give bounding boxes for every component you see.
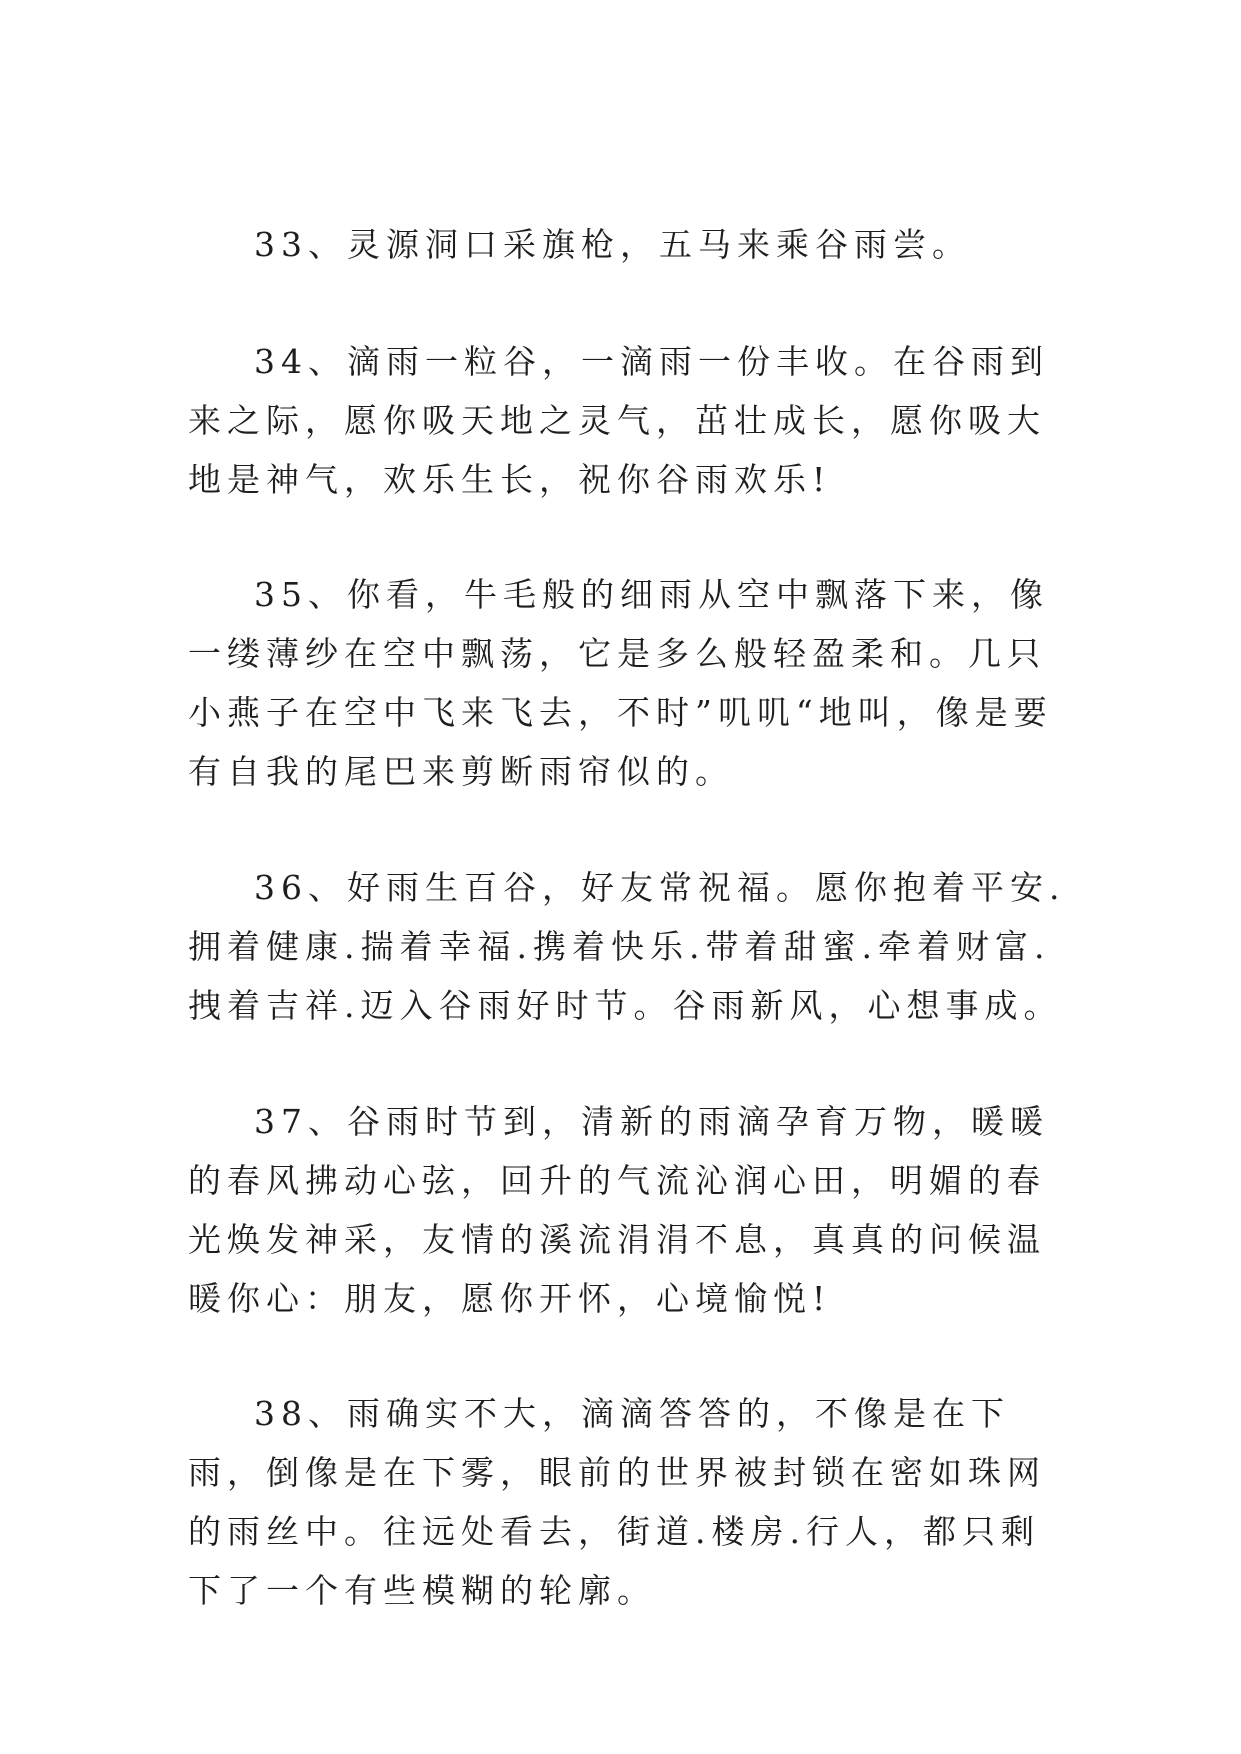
paragraph-37: 37、谷雨时节到，清新的雨滴孕育万物，暖暖的春风拂动心弦，回升的气流沁润心田，明媚的春光焕发神采，友情的溪流涓涓不息，真真的问候温暖你心：朋友，愿你开怀，心境愉悦!: [188, 1102, 1049, 1318]
paragraph-35: 35、你看，牛毛般的细雨从空中飘落下来，像一缕薄纱在空中飘荡，它是多么般轻盈柔和。几只小燕子在空中飞来飞去，不时”叽叽“地叫，像是要有自我的尾巴来剪断雨帘似的。: [188, 575, 1053, 791]
paragraph-36: 36、好雨生百谷，好友常祝福。愿你抱着平安.拥着健康.揣着幸福.携着快乐.带着甜蜜.牵着财富.拽着吉祥.迈入谷雨好时节。谷雨新风，心想事成。: [188, 868, 1066, 1025]
paragraph-33: 33、灵源洞口采旗枪，五马来乘谷雨尝。: [254, 225, 971, 264]
paragraph-38: 38、雨确实不大，滴滴答答的，不像是在下雨，倒像是在下雾，眼前的世界被封锁在密如珠网的雨丝中。往远处看去，街道.楼房.行人，都只剩下了一个有些模糊的轮廓。: [188, 1394, 1046, 1610]
paragraph-34: 34、滴雨一粒谷，一滴雨一份丰收。在谷雨到来之际，愿你吸天地之灵气，茁壮成长，愿你吸大地是神气，欢乐生长，祝你谷雨欢乐!: [188, 342, 1049, 499]
